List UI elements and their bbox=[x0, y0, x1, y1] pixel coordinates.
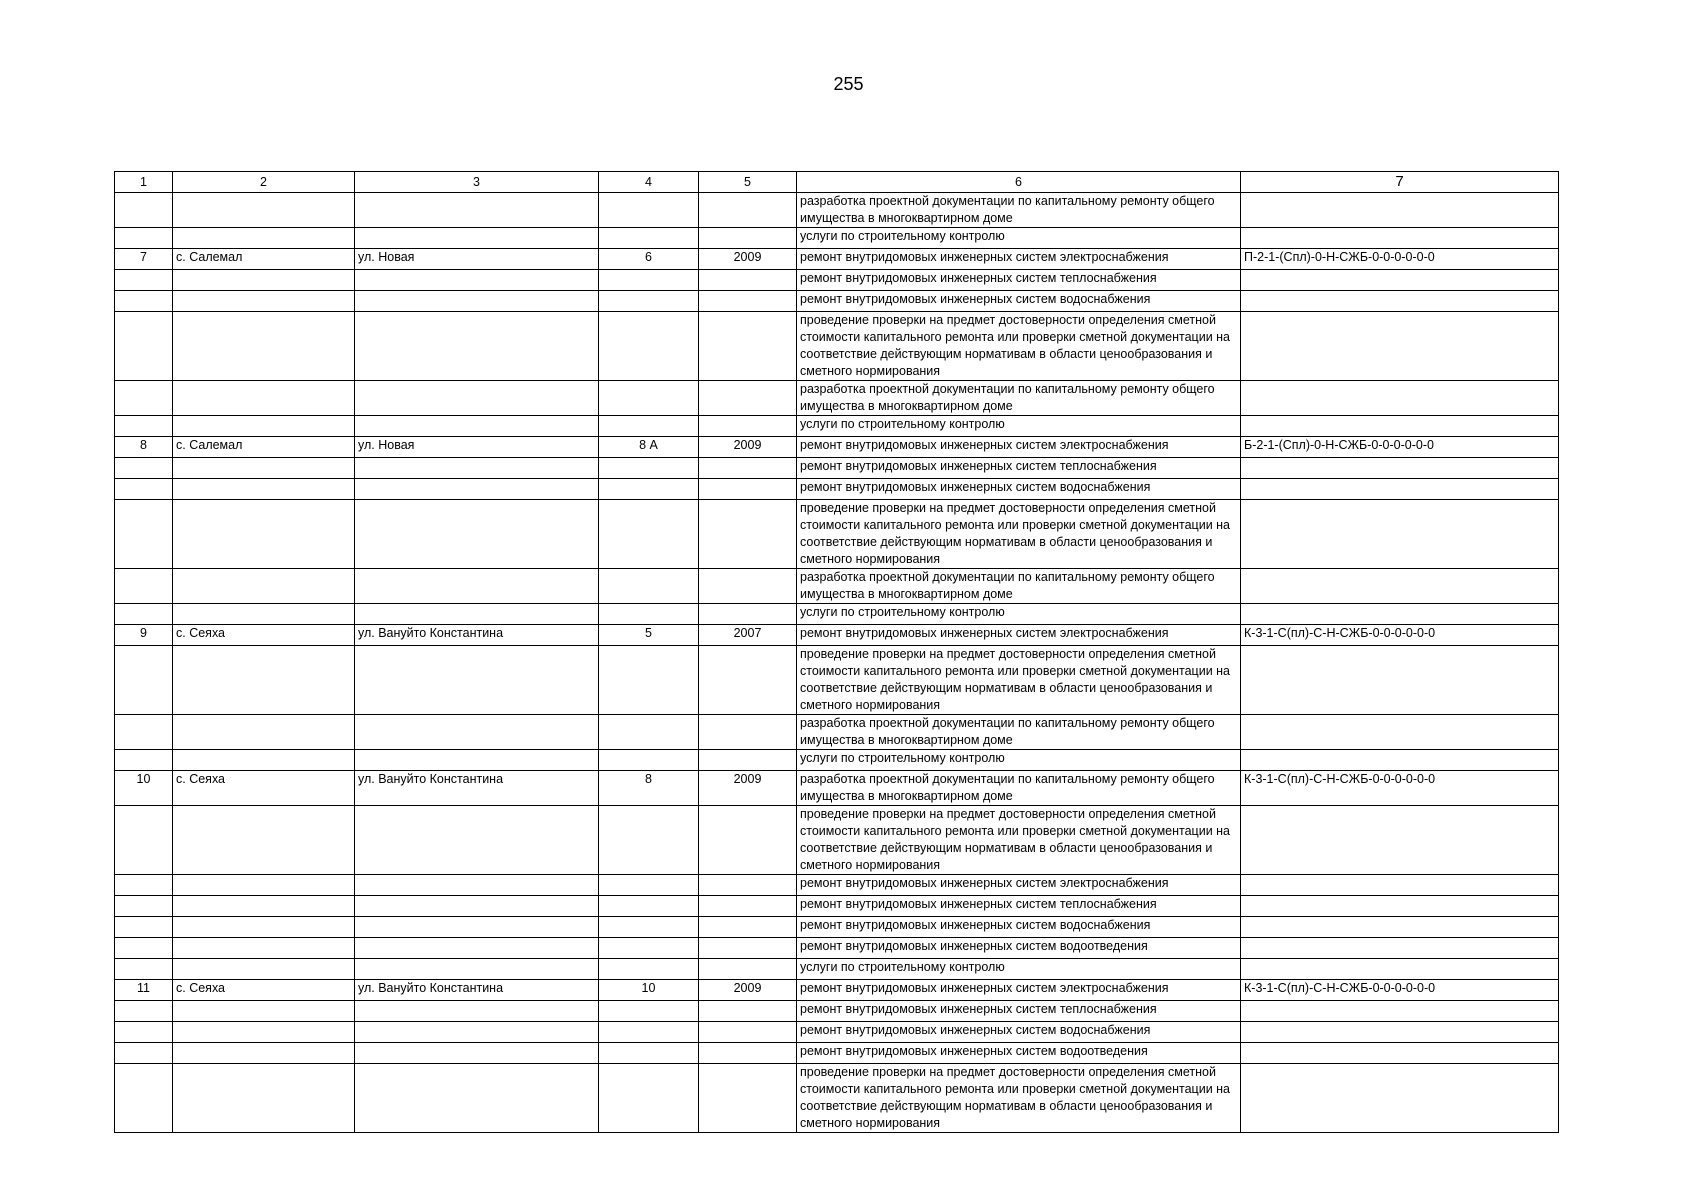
work-type-cell: ремонт внутридомовых инженерных систем водоотведения bbox=[797, 938, 1241, 959]
settlement-cell bbox=[173, 896, 355, 917]
settlement-cell bbox=[173, 1001, 355, 1022]
settlement-cell bbox=[173, 1064, 355, 1133]
work-type-cell: услуги по строительному контролю bbox=[797, 750, 1241, 771]
house-number-cell bbox=[599, 270, 699, 291]
year-cell bbox=[699, 917, 797, 938]
year-cell bbox=[699, 500, 797, 569]
table-row bbox=[115, 1001, 1559, 1022]
work-type-cell: ремонт внутридомовых инженерных систем электроснабжения bbox=[797, 980, 1241, 1001]
street-cell bbox=[355, 291, 599, 312]
header-col-6: 6 bbox=[797, 172, 1241, 193]
year-cell bbox=[699, 193, 797, 228]
year-cell bbox=[699, 291, 797, 312]
street-cell bbox=[355, 569, 599, 604]
work-type-cell: ремонт внутридомовых инженерных систем теплоснабжения bbox=[797, 270, 1241, 291]
table-row bbox=[115, 270, 1559, 291]
settlement-cell bbox=[173, 875, 355, 896]
settlement-cell bbox=[173, 458, 355, 479]
building-code-cell bbox=[1241, 458, 1559, 479]
work-type-cell: ремонт внутридомовых инженерных систем электроснабжения bbox=[797, 249, 1241, 270]
row-number-cell bbox=[115, 959, 173, 980]
year-cell: 2009 bbox=[699, 771, 797, 806]
building-code-cell: П-2-1-(Спл)-0-Н-СЖБ-0-0-0-0-0-0 bbox=[1241, 249, 1559, 270]
work-type-cell: ремонт внутридомовых инженерных систем электроснабжения bbox=[797, 437, 1241, 458]
settlement-cell bbox=[173, 959, 355, 980]
table-row bbox=[115, 771, 1559, 806]
work-type-cell: разработка проектной документации по капитальному ремонту общего имущества в многоквартирном доме bbox=[797, 715, 1241, 750]
house-number-cell bbox=[599, 416, 699, 437]
street-cell bbox=[355, 458, 599, 479]
work-type-cell: проведение проверки на предмет достоверности определения сметной стоимости капитального ремонта или проверки сметной документации на соответствие действующим нормативам в области ценообразования и сметного нормирования bbox=[797, 500, 1241, 569]
building-code-cell bbox=[1241, 806, 1559, 875]
building-code-cell: К-3-1-С(пл)-С-Н-СЖБ-0-0-0-0-0-0 bbox=[1241, 771, 1559, 806]
street-cell bbox=[355, 938, 599, 959]
building-code-cell bbox=[1241, 1022, 1559, 1043]
year-cell bbox=[699, 806, 797, 875]
building-code-cell bbox=[1241, 959, 1559, 980]
house-number-cell bbox=[599, 875, 699, 896]
building-code-cell bbox=[1241, 270, 1559, 291]
table-row bbox=[115, 569, 1559, 604]
building-code-cell bbox=[1241, 715, 1559, 750]
house-number-cell bbox=[599, 312, 699, 381]
year-cell bbox=[699, 1064, 797, 1133]
row-number-cell bbox=[115, 479, 173, 500]
settlement-cell: с. Сеяха bbox=[173, 980, 355, 1001]
work-type-cell: проведение проверки на предмет достоверности определения сметной стоимости капитального ремонта или проверки сметной документации на соответствие действующим нормативам в области ценообразования и сметного нормирования bbox=[797, 312, 1241, 381]
row-number-cell bbox=[115, 193, 173, 228]
year-cell bbox=[699, 1022, 797, 1043]
building-code-cell bbox=[1241, 750, 1559, 771]
row-number-cell bbox=[115, 1022, 173, 1043]
street-cell bbox=[355, 959, 599, 980]
work-type-cell: услуги по строительному контролю bbox=[797, 959, 1241, 980]
building-code-cell bbox=[1241, 1064, 1559, 1133]
table-row bbox=[115, 896, 1559, 917]
house-number-cell: 10 bbox=[599, 980, 699, 1001]
table-row bbox=[115, 193, 1559, 228]
year-cell bbox=[699, 715, 797, 750]
settlement-cell bbox=[173, 500, 355, 569]
street-cell: ул. Вануйто Константина bbox=[355, 625, 599, 646]
row-number-cell bbox=[115, 604, 173, 625]
work-type-cell: услуги по строительному контролю bbox=[797, 228, 1241, 249]
year-cell bbox=[699, 896, 797, 917]
work-type-cell: ремонт внутридомовых инженерных систем водоснабжения bbox=[797, 917, 1241, 938]
row-number-cell bbox=[115, 291, 173, 312]
house-number-cell: 8 А bbox=[599, 437, 699, 458]
row-number-cell bbox=[115, 1001, 173, 1022]
year-cell bbox=[699, 750, 797, 771]
settlement-cell bbox=[173, 479, 355, 500]
settlement-cell bbox=[173, 228, 355, 249]
house-number-cell bbox=[599, 715, 699, 750]
year-cell bbox=[699, 458, 797, 479]
house-number-cell bbox=[599, 750, 699, 771]
building-code-cell bbox=[1241, 500, 1559, 569]
street-cell bbox=[355, 1001, 599, 1022]
table-row bbox=[115, 750, 1559, 771]
table-row bbox=[115, 959, 1559, 980]
house-number-cell bbox=[599, 458, 699, 479]
table-header-row bbox=[115, 172, 1559, 193]
settlement-cell bbox=[173, 750, 355, 771]
header-col-1: 1 bbox=[115, 172, 173, 193]
table-body bbox=[115, 193, 1559, 1133]
year-cell: 2007 bbox=[699, 625, 797, 646]
settlement-cell: с. Сеяха bbox=[173, 771, 355, 806]
work-type-cell: ремонт внутридомовых инженерных систем водоснабжения bbox=[797, 291, 1241, 312]
building-code-cell: К-3-1-С(пл)-С-Н-СЖБ-0-0-0-0-0-0 bbox=[1241, 625, 1559, 646]
table-row bbox=[115, 1043, 1559, 1064]
year-cell: 2009 bbox=[699, 437, 797, 458]
street-cell bbox=[355, 500, 599, 569]
work-type-cell: разработка проектной документации по капитальному ремонту общего имущества в многоквартирном доме bbox=[797, 771, 1241, 806]
row-number-cell: 7 bbox=[115, 249, 173, 270]
table-row bbox=[115, 500, 1559, 569]
street-cell: ул. Новая bbox=[355, 249, 599, 270]
row-number-cell bbox=[115, 228, 173, 249]
building-code-cell bbox=[1241, 291, 1559, 312]
settlement-cell bbox=[173, 938, 355, 959]
table-row bbox=[115, 416, 1559, 437]
house-number-cell: 8 bbox=[599, 771, 699, 806]
table-row bbox=[115, 437, 1559, 458]
row-number-cell bbox=[115, 312, 173, 381]
street-cell bbox=[355, 1022, 599, 1043]
table-row bbox=[115, 479, 1559, 500]
year-cell bbox=[699, 479, 797, 500]
works-table bbox=[114, 171, 1559, 1133]
header-col-7: 7 bbox=[1241, 172, 1559, 193]
street-cell bbox=[355, 228, 599, 249]
row-number-cell: 10 bbox=[115, 771, 173, 806]
row-number-cell bbox=[115, 875, 173, 896]
table-row bbox=[115, 249, 1559, 270]
settlement-cell bbox=[173, 646, 355, 715]
work-type-cell: услуги по строительному контролю bbox=[797, 604, 1241, 625]
year-cell bbox=[699, 959, 797, 980]
street-cell bbox=[355, 806, 599, 875]
work-type-cell: ремонт внутридомовых инженерных систем теплоснабжения bbox=[797, 1001, 1241, 1022]
building-code-cell bbox=[1241, 938, 1559, 959]
row-number-cell bbox=[115, 416, 173, 437]
work-type-cell: проведение проверки на предмет достоверности определения сметной стоимости капитального ремонта или проверки сметной документации на соответствие действующим нормативам в области ценообразования и сметного нормирования bbox=[797, 1064, 1241, 1133]
building-code-cell bbox=[1241, 228, 1559, 249]
building-code-cell bbox=[1241, 896, 1559, 917]
work-type-cell: ремонт внутридомовых инженерных систем водоотведения bbox=[797, 1043, 1241, 1064]
table-row bbox=[115, 1022, 1559, 1043]
year-cell bbox=[699, 312, 797, 381]
house-number-cell bbox=[599, 604, 699, 625]
work-type-cell: разработка проектной документации по капитальному ремонту общего имущества в многоквартирном доме bbox=[797, 381, 1241, 416]
year-cell bbox=[699, 604, 797, 625]
header-col-2: 2 bbox=[173, 172, 355, 193]
street-cell: ул. Вануйто Константина bbox=[355, 980, 599, 1001]
house-number-cell bbox=[599, 381, 699, 416]
street-cell bbox=[355, 917, 599, 938]
house-number-cell bbox=[599, 1064, 699, 1133]
settlement-cell bbox=[173, 312, 355, 381]
settlement-cell bbox=[173, 193, 355, 228]
house-number-cell bbox=[599, 1043, 699, 1064]
settlement-cell bbox=[173, 416, 355, 437]
row-number-cell bbox=[115, 381, 173, 416]
building-code-cell bbox=[1241, 917, 1559, 938]
row-number-cell bbox=[115, 715, 173, 750]
settlement-cell bbox=[173, 291, 355, 312]
house-number-cell bbox=[599, 193, 699, 228]
year-cell bbox=[699, 938, 797, 959]
settlement-cell bbox=[173, 604, 355, 625]
street-cell bbox=[355, 193, 599, 228]
header-col-3: 3 bbox=[355, 172, 599, 193]
work-type-cell: услуги по строительному контролю bbox=[797, 416, 1241, 437]
table-row bbox=[115, 1064, 1559, 1133]
street-cell bbox=[355, 715, 599, 750]
year-cell: 2009 bbox=[699, 980, 797, 1001]
settlement-cell bbox=[173, 270, 355, 291]
street-cell bbox=[355, 646, 599, 715]
house-number-cell bbox=[599, 646, 699, 715]
street-cell bbox=[355, 416, 599, 437]
work-type-cell: проведение проверки на предмет достоверности определения сметной стоимости капитального ремонта или проверки сметной документации на соответствие действующим нормативам в области ценообразования и сметного нормирования bbox=[797, 806, 1241, 875]
row-number-cell bbox=[115, 917, 173, 938]
settlement-cell: с. Салемал bbox=[173, 249, 355, 270]
house-number-cell bbox=[599, 1001, 699, 1022]
row-number-cell bbox=[115, 806, 173, 875]
street-cell bbox=[355, 479, 599, 500]
row-number-cell bbox=[115, 270, 173, 291]
table-row bbox=[115, 604, 1559, 625]
building-code-cell bbox=[1241, 193, 1559, 228]
street-cell bbox=[355, 270, 599, 291]
row-number-cell bbox=[115, 896, 173, 917]
row-number-cell bbox=[115, 569, 173, 604]
work-type-cell: ремонт внутридомовых инженерных систем водоснабжения bbox=[797, 479, 1241, 500]
settlement-cell bbox=[173, 917, 355, 938]
row-number-cell bbox=[115, 1043, 173, 1064]
table-row bbox=[115, 646, 1559, 715]
street-cell bbox=[355, 381, 599, 416]
house-number-cell bbox=[599, 938, 699, 959]
work-type-cell: ремонт внутридомовых инженерных систем теплоснабжения bbox=[797, 458, 1241, 479]
street-cell bbox=[355, 312, 599, 381]
building-code-cell bbox=[1241, 416, 1559, 437]
house-number-cell bbox=[599, 917, 699, 938]
settlement-cell bbox=[173, 806, 355, 875]
house-number-cell bbox=[599, 500, 699, 569]
street-cell bbox=[355, 604, 599, 625]
table-row bbox=[115, 938, 1559, 959]
header-col-4: 4 bbox=[599, 172, 699, 193]
page-number: 255 bbox=[833, 74, 864, 94]
row-number-cell: 11 bbox=[115, 980, 173, 1001]
row-number-cell bbox=[115, 938, 173, 959]
house-number-cell bbox=[599, 806, 699, 875]
table-row bbox=[115, 458, 1559, 479]
work-type-cell: разработка проектной документации по капитальному ремонту общего имущества в многоквартирном доме bbox=[797, 193, 1241, 228]
table-row bbox=[115, 980, 1559, 1001]
row-number-cell bbox=[115, 1064, 173, 1133]
table-row bbox=[115, 291, 1559, 312]
work-type-cell: ремонт внутридомовых инженерных систем электроснабжения bbox=[797, 625, 1241, 646]
year-cell bbox=[699, 569, 797, 604]
table-row bbox=[115, 917, 1559, 938]
house-number-cell bbox=[599, 228, 699, 249]
building-code-cell bbox=[1241, 875, 1559, 896]
year-cell bbox=[699, 416, 797, 437]
building-code-cell: Б-2-1-(Спл)-0-Н-СЖБ-0-0-0-0-0-0 bbox=[1241, 437, 1559, 458]
building-code-cell bbox=[1241, 479, 1559, 500]
house-number-cell bbox=[599, 959, 699, 980]
street-cell bbox=[355, 750, 599, 771]
building-code-cell bbox=[1241, 646, 1559, 715]
street-cell bbox=[355, 1043, 599, 1064]
settlement-cell bbox=[173, 381, 355, 416]
work-type-cell: разработка проектной документации по капитальному ремонту общего имущества в многоквартирном доме bbox=[797, 569, 1241, 604]
year-cell bbox=[699, 381, 797, 416]
street-cell bbox=[355, 1064, 599, 1133]
house-number-cell: 6 bbox=[599, 249, 699, 270]
table-row bbox=[115, 381, 1559, 416]
table-row bbox=[115, 875, 1559, 896]
row-number-cell: 8 bbox=[115, 437, 173, 458]
building-code-cell bbox=[1241, 312, 1559, 381]
row-number-cell bbox=[115, 458, 173, 479]
street-cell: ул. Вануйто Константина bbox=[355, 771, 599, 806]
settlement-cell: с. Сеяха bbox=[173, 625, 355, 646]
house-number-cell bbox=[599, 1022, 699, 1043]
year-cell bbox=[699, 646, 797, 715]
settlement-cell bbox=[173, 715, 355, 750]
year-cell bbox=[699, 1043, 797, 1064]
house-number-cell bbox=[599, 569, 699, 604]
year-cell: 2009 bbox=[699, 249, 797, 270]
work-type-cell: ремонт внутридомовых инженерных систем теплоснабжения bbox=[797, 896, 1241, 917]
street-cell bbox=[355, 896, 599, 917]
building-code-cell bbox=[1241, 604, 1559, 625]
building-code-cell bbox=[1241, 1043, 1559, 1064]
street-cell: ул. Новая bbox=[355, 437, 599, 458]
year-cell bbox=[699, 875, 797, 896]
work-type-cell: ремонт внутридомовых инженерных систем электроснабжения bbox=[797, 875, 1241, 896]
house-number-cell: 5 bbox=[599, 625, 699, 646]
settlement-cell bbox=[173, 569, 355, 604]
table-row bbox=[115, 806, 1559, 875]
house-number-cell bbox=[599, 479, 699, 500]
building-code-cell bbox=[1241, 1001, 1559, 1022]
settlement-cell bbox=[173, 1043, 355, 1064]
row-number-cell: 9 bbox=[115, 625, 173, 646]
settlement-cell: с. Салемал bbox=[173, 437, 355, 458]
house-number-cell bbox=[599, 291, 699, 312]
table-row bbox=[115, 312, 1559, 381]
house-number-cell bbox=[599, 896, 699, 917]
building-code-cell bbox=[1241, 381, 1559, 416]
building-code-cell: К-3-1-С(пл)-С-Н-СЖБ-0-0-0-0-0-0 bbox=[1241, 980, 1559, 1001]
street-cell bbox=[355, 875, 599, 896]
work-type-cell: проведение проверки на предмет достоверности определения сметной стоимости капитального ремонта или проверки сметной документации на соответствие действующим нормативам в области ценообразования и сметного нормирования bbox=[797, 646, 1241, 715]
year-cell bbox=[699, 1001, 797, 1022]
work-type-cell: ремонт внутридомовых инженерных систем водоснабжения bbox=[797, 1022, 1241, 1043]
header-col-5: 5 bbox=[699, 172, 797, 193]
row-number-cell bbox=[115, 500, 173, 569]
row-number-cell bbox=[115, 750, 173, 771]
settlement-cell bbox=[173, 1022, 355, 1043]
year-cell bbox=[699, 270, 797, 291]
building-code-cell bbox=[1241, 569, 1559, 604]
row-number-cell bbox=[115, 646, 173, 715]
table-row bbox=[115, 228, 1559, 249]
table-row bbox=[115, 625, 1559, 646]
table-row bbox=[115, 715, 1559, 750]
year-cell bbox=[699, 228, 797, 249]
